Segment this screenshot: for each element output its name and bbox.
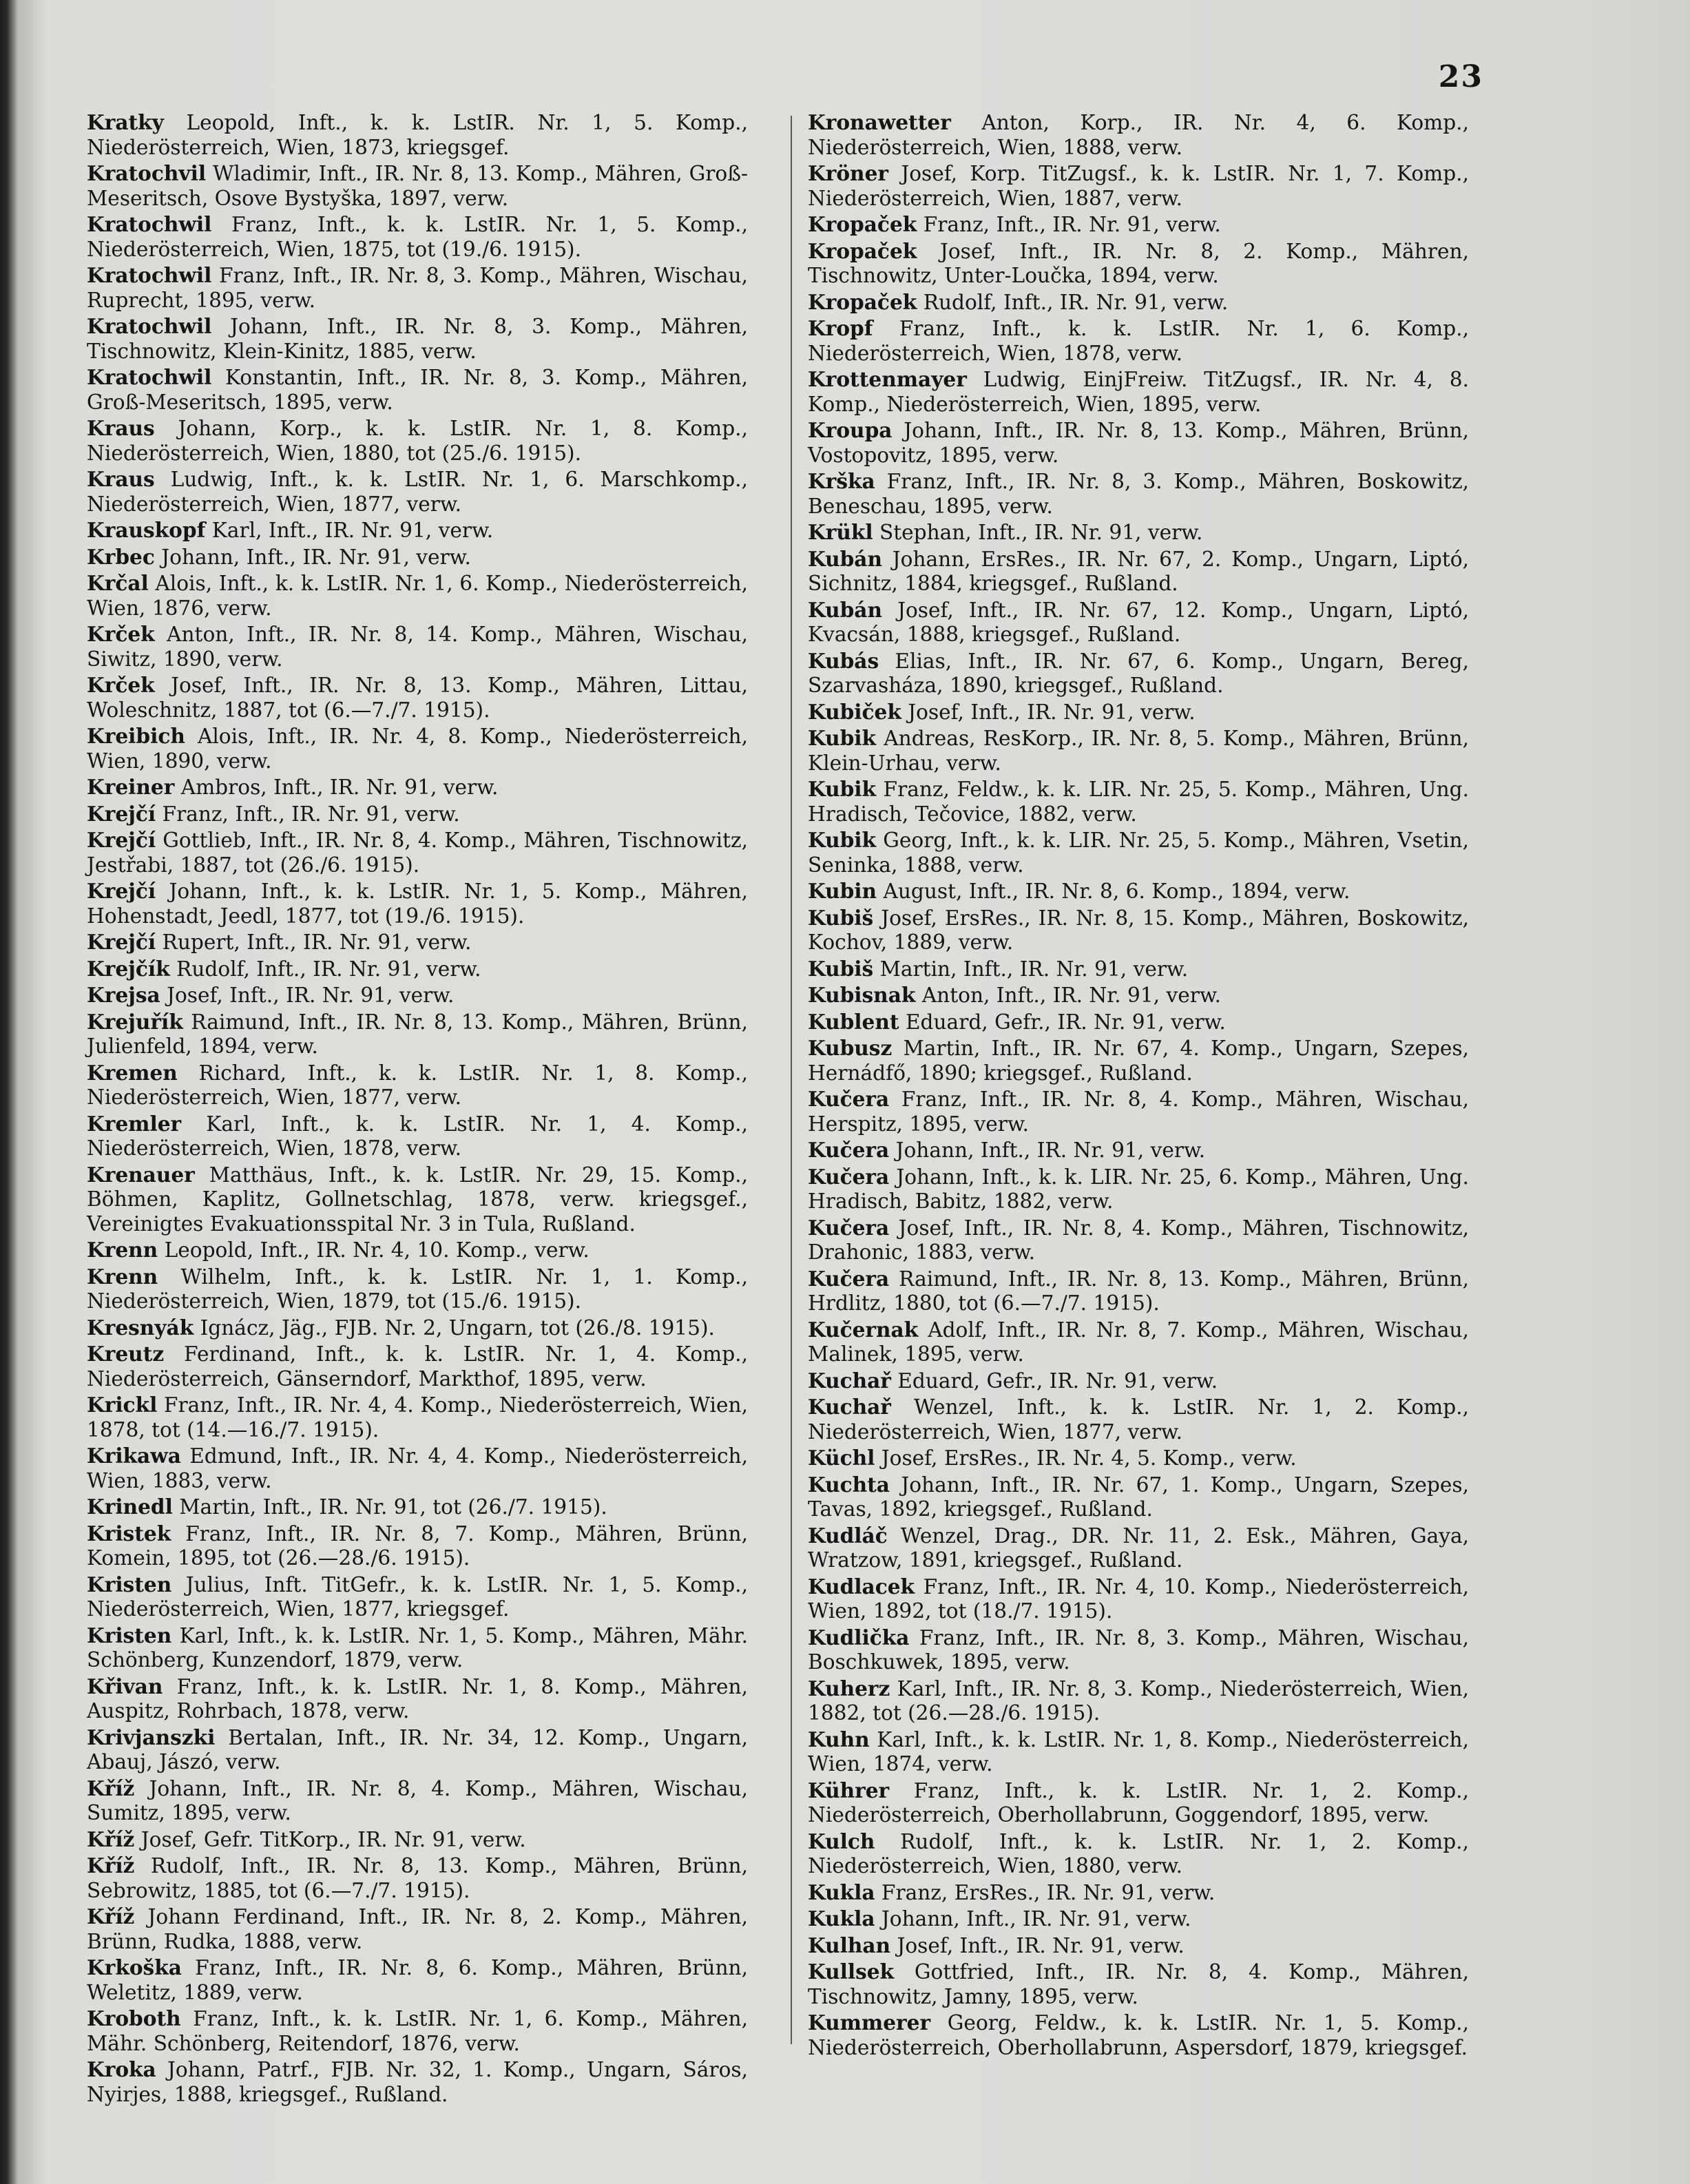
entry-text: Krbec Johann, Inft., IR. Nr. 91, verw. bbox=[87, 544, 471, 569]
casualty-entry bbox=[808, 906, 1469, 955]
entry-text: Kubán Josef, Inft., IR. Nr. 67, 12. Komp., Ungarn, Liptó, Kvacsán, 1888, kriegsgef., Rußland. bbox=[808, 597, 1469, 646]
casualty-entry bbox=[808, 212, 1469, 238]
entry-text: Kratky Leopold, Inft., k. k. LstIR. Nr. 1, 5. Komp., Niederösterreich, Wien, 1873, kriegsgef. bbox=[87, 110, 748, 159]
casualty-entry bbox=[87, 622, 748, 672]
casualty-entry bbox=[808, 879, 1469, 904]
right-column bbox=[808, 110, 1469, 2061]
entry-text: Krenauer Matthäus, Inft., k. k. LstIR. Nr. 29, 15. Komp., Böhmen, Kaplitz, Gollnetschlag, 1878, verw. kriegsgef., Vereinigtes Evakuationsspital Nr. 3 in Tula, Rußland. bbox=[87, 1162, 748, 1236]
entry-text: Krejsa Josef, Inft., IR. Nr. 91, verw. bbox=[87, 983, 455, 1007]
entry-text: Kubiček Josef, Inft., IR. Nr. 91, verw. bbox=[808, 699, 1196, 724]
casualty-entry bbox=[808, 1036, 1469, 1085]
entry-text: Kučera Johann, Inft., IR. Nr. 91, verw. bbox=[808, 1138, 1206, 1162]
casualty-entry bbox=[87, 1623, 748, 1673]
entry-text: Kropaček Franz, Inft., IR. Nr. 91, verw. bbox=[808, 212, 1221, 236]
casualty-entry bbox=[87, 1393, 748, 1442]
entry-text: Kuhn Karl, Inft., k. k. LstIR. Nr. 1, 8. Komp., Niederösterreich, Wien, 1874, verw. bbox=[808, 1727, 1469, 1776]
entry-text: Kratochwil Franz, Inft., IR. Nr. 8, 3. Komp., Mähren, Wischau, Ruprecht, 1895, verw. bbox=[87, 263, 748, 312]
casualty-entry bbox=[87, 1725, 748, 1775]
casualty-entry bbox=[808, 1676, 1469, 1726]
entry-text: Kubin August, Inft., IR. Nr. 8, 6. Komp., 1894, verw. bbox=[808, 879, 1350, 903]
entry-text: Kukla Franz, ErsRes., IR. Nr. 91, verw. bbox=[808, 1880, 1216, 1904]
entry-text: Kulch Rudolf, Inft., k. k. LstIR. Nr. 1, 2. Komp., Niederösterreich, Wien, 1880, verw. bbox=[808, 1829, 1469, 1878]
entry-text: Krček Josef, Inft., IR. Nr. 8, 13. Komp., Mähren, Littau, Woleschnitz, 1887, tot (6.—7./7. 1915). bbox=[87, 673, 748, 722]
entry-text: Kubán Johann, ErsRes., IR. Nr. 67, 2. Komp., Ungarn, Liptó, Sichnitz, 1884, kriegsgef., Rußland. bbox=[808, 546, 1469, 595]
casualty-entry bbox=[808, 1087, 1469, 1136]
casualty-entry bbox=[87, 1674, 748, 1724]
casualty-entry bbox=[87, 1521, 748, 1571]
entry-text: Kroupa Johann, Inft., IR. Nr. 8, 13. Komp., Mähren, Brünn, Vostopovitz, 1895, verw. bbox=[808, 418, 1469, 467]
casualty-entry bbox=[87, 1495, 748, 1520]
casualty-entry bbox=[808, 1574, 1469, 1624]
casualty-entry bbox=[87, 828, 748, 877]
casualty-entry bbox=[808, 469, 1469, 519]
entry-text: Krček Anton, Inft., IR. Nr. 8, 14. Komp., Mähren, Wischau, Siwitz, 1890, verw. bbox=[87, 622, 748, 671]
casualty-entry bbox=[87, 518, 748, 543]
casualty-entry bbox=[808, 1446, 1469, 1471]
casualty-entry bbox=[87, 467, 748, 517]
casualty-entry bbox=[87, 1342, 748, 1391]
casualty-entry bbox=[808, 290, 1469, 315]
entry-text: Krejčí Rupert, Inft., IR. Nr. 91, verw. bbox=[87, 930, 472, 954]
entry-text: Kubik Andreas, ResKorp., IR. Nr. 8, 5. Komp., Mähren, Brünn, Klein-Urhau, verw. bbox=[808, 726, 1469, 775]
casualty-entry bbox=[87, 673, 748, 722]
entry-text: Krkoška Franz, Inft., IR. Nr. 8, 6. Komp., Mähren, Brünn, Weletitz, 1889, verw. bbox=[87, 1955, 748, 2004]
casualty-entry bbox=[808, 983, 1469, 1008]
entry-text: Kresnyák Ignácz, Jäg., FJB. Nr. 2, Ungarn, tot (26./8. 1915). bbox=[87, 1315, 715, 1340]
casualty-entry bbox=[808, 1523, 1469, 1573]
casualty-entry bbox=[87, 930, 748, 955]
entry-text: Kreibich Alois, Inft., IR. Nr. 4, 8. Komp., Niederösterreich, Wien, 1890, verw. bbox=[87, 724, 748, 773]
entry-text: Kreutz Ferdinand, Inft., k. k. LstIR. Nr. 1, 4. Komp., Niederösterreich, Gänserndorf, Markthof, 1895, verw. bbox=[87, 1342, 748, 1391]
entry-text: Kummerer Georg, Feldw., k. k. LstIR. Nr. 1, 5. Komp., Niederösterreich, Oberhollabrunn, Aspersdorf, 1879, kriegsgef. bbox=[808, 2010, 1469, 2059]
casualty-entry bbox=[808, 1267, 1469, 1316]
casualty-entry bbox=[808, 1959, 1469, 2009]
entry-text: Kröner Josef, Korp. TitZugsf., k. k. LstIR. Nr. 1, 7. Komp., Niederösterreich, Wien, 1887, verw. bbox=[808, 161, 1469, 210]
entry-text: Krottenmayer Ludwig, EinjFreiw. TitZugsf., IR. Nr. 4, 8. Komp., Niederösterreich, Wien, 1895, verw. bbox=[808, 367, 1469, 416]
entry-text: Kraus Johann, Korp., k. k. LstIR. Nr. 1, 8. Komp., Niederösterreich, Wien, 1880, tot (25./6. 1915). bbox=[87, 416, 748, 465]
entry-text: Krejčík Rudolf, Inft., IR. Nr. 91, verw. bbox=[87, 956, 481, 981]
entry-text: Kubik Franz, Feldw., k. k. LIR. Nr. 25, 5. Komp., Mähren, Ung. Hradisch, Tečovice, 1882, verw. bbox=[808, 777, 1469, 826]
casualty-entry bbox=[808, 1906, 1469, 1932]
entry-text: Krivjanszki Bertalan, Inft., IR. Nr. 34, 12. Komp., Ungarn, Abauj, Jászó, verw. bbox=[87, 1725, 748, 1774]
entry-text: Kroka Johann, Patrf., FJB. Nr. 32, 1. Komp., Ungarn, Sáros, Nyirjes, 1888, kriegsgef., Rußland. bbox=[87, 2057, 748, 2106]
entry-text: Kremler Karl, Inft., k. k. LstIR. Nr. 1, 4. Komp., Niederösterreich, Wien, 1878, verw. bbox=[87, 1111, 748, 1160]
casualty-entry bbox=[87, 1776, 748, 1826]
casualty-entry bbox=[87, 1955, 748, 2005]
entry-text: Krejčí Gottlieb, Inft., IR. Nr. 8, 4. Komp., Mähren, Tischnowitz, Jestřabi, 1887, tot (26./6. 1915). bbox=[87, 828, 748, 877]
casualty-entry bbox=[808, 1010, 1469, 1035]
casualty-entry bbox=[808, 520, 1469, 545]
entry-text: Kratochwil Konstantin, Inft., IR. Nr. 8, 3. Komp., Mähren, Groß-Meseritsch, 1895, verw. bbox=[87, 365, 748, 414]
entry-text: Kubiš Martin, Inft., IR. Nr. 91, verw. bbox=[808, 956, 1189, 981]
casualty-entry bbox=[87, 1010, 748, 1059]
entry-text: Kudlacek Franz, Inft., IR. Nr. 4, 10. Komp., Niederösterreich, Wien, 1892, tot (18./7. 1915). bbox=[808, 1574, 1469, 1623]
entry-text: Kubusz Martin, Inft., IR. Nr. 67, 4. Komp., Ungarn, Szepes, Hernádfő, 1890; kriegsgef., Rußland. bbox=[808, 1036, 1469, 1085]
entry-text: Krejuřík Raimund, Inft., IR. Nr. 8, 13. Komp., Mähren, Brünn, Julienfeld, 1894, verw. bbox=[87, 1009, 748, 1058]
entry-text: Kristen Karl, Inft., k. k. LstIR. Nr. 1, 5. Komp., Mähren, Mähr. Schönberg, Kunzendorf, 1879, verw. bbox=[87, 1623, 748, 1672]
entry-text: Kreiner Ambros, Inft., IR. Nr. 91, verw. bbox=[87, 775, 499, 799]
entry-text: Krenn Wilhelm, Inft., k. k. LstIR. Nr. 1, 1. Komp., Niederösterreich, Wien, 1879, tot (15./6. 1915). bbox=[87, 1264, 748, 1313]
casualty-entry bbox=[808, 598, 1469, 647]
entry-text: Kříž Johann Ferdinand, Inft., IR. Nr. 8, 2. Komp., Mähren, Brünn, Rudka, 1888, verw. bbox=[87, 1904, 748, 1953]
entry-text: Kukla Johann, Inft., IR. Nr. 91, verw. bbox=[808, 1906, 1191, 1931]
entry-text: Kuchař Wenzel, Inft., k. k. LstIR. Nr. 1, 2. Komp., Niederösterreich, Wien, 1877, verw. bbox=[808, 1395, 1469, 1444]
entry-text: Kulhan Josef, Inft., IR. Nr. 91, verw. bbox=[808, 1933, 1185, 1957]
entry-text: Krčal Alois, Inft., k. k. LstIR. Nr. 1, 6. Komp., Niederösterreich, Wien, 1876, verw. bbox=[87, 571, 748, 620]
casualty-entry bbox=[87, 545, 748, 570]
entry-text: Kristen Julius, Inft. TitGefr., k. k. LstIR. Nr. 1, 5. Komp., Niederösterreich, Wien, 1877, kriegsgef. bbox=[87, 1572, 748, 1621]
entry-text: Kučera Johann, Inft., k. k. LIR. Nr. 25, 6. Komp., Mähren, Ung. Hradisch, Babitz, 1882, verw. bbox=[808, 1164, 1469, 1213]
casualty-entry bbox=[808, 1829, 1469, 1879]
casualty-entry bbox=[87, 1827, 748, 1853]
casualty-entry bbox=[808, 316, 1469, 366]
entry-text: Kraus Ludwig, Inft., k. k. LstIR. Nr. 1, 6. Marschkomp., Niederösterreich, Wien, 1877, verw. bbox=[87, 467, 748, 516]
casualty-entry bbox=[87, 1265, 748, 1314]
casualty-entry bbox=[87, 1238, 748, 1263]
casualty-entry bbox=[87, 957, 748, 982]
entry-text: Kuchař Eduard, Gefr., IR. Nr. 91, verw. bbox=[808, 1368, 1218, 1393]
entry-text: Kuherz Karl, Inft., IR. Nr. 8, 3. Komp., Niederösterreich, Wien, 1882, tot (26.—28./6. 1915). bbox=[808, 1676, 1469, 1725]
casualty-entry bbox=[808, 2010, 1469, 2060]
casualty-entry bbox=[87, 983, 748, 1008]
casualty-entry bbox=[87, 2006, 748, 2056]
entry-text: Kříž Josef, Gefr. TitKorp., IR. Nr. 91, verw. bbox=[87, 1827, 526, 1851]
casualty-entry bbox=[87, 1112, 748, 1161]
casualty-entry bbox=[808, 777, 1469, 826]
casualty-entry bbox=[808, 1727, 1469, 1777]
casualty-entry bbox=[808, 547, 1469, 596]
casualty-entry bbox=[808, 1933, 1469, 1959]
casualty-entry bbox=[808, 418, 1469, 468]
casualty-entry bbox=[808, 700, 1469, 725]
entry-text: Kratochvil Wladimir, Inft., IR. Nr. 8, 13. Komp., Mähren, Groß-Meseritsch, Osove Bystyška, 1897, verw. bbox=[87, 161, 748, 210]
entry-text: Kučera Josef, Inft., IR. Nr. 8, 4. Komp., Mähren, Tischnowitz, Drahonic, 1883, verw. bbox=[808, 1215, 1469, 1264]
casualty-entry bbox=[808, 1395, 1469, 1444]
casualty-entry bbox=[87, 1163, 748, 1237]
casualty-entry bbox=[87, 1315, 748, 1341]
casualty-entry bbox=[87, 416, 748, 466]
casualty-entry bbox=[87, 879, 748, 928]
casualty-entry bbox=[87, 110, 748, 160]
casualty-entry bbox=[87, 365, 748, 415]
entry-text: Krška Franz, Inft., IR. Nr. 8, 3. Komp., Mähren, Boskowitz, Beneschau, 1895, verw. bbox=[808, 469, 1469, 518]
casualty-entry bbox=[87, 1444, 748, 1493]
entry-text: Kudláč Wenzel, Drag., DR. Nr. 11, 2. Esk., Mähren, Gaya, Wratzow, 1891, kriegsgef., Rußland. bbox=[808, 1523, 1469, 1572]
casualty-entry bbox=[808, 1216, 1469, 1265]
entry-text: Küchl Josef, ErsRes., IR. Nr. 4, 5. Komp., verw. bbox=[808, 1446, 1297, 1470]
entry-text: Krejčí Johann, Inft., k. k. LstIR. Nr. 1, 5. Komp., Mähren, Hohenstadt, Jeedl, 1877, tot (19./6. 1915). bbox=[87, 879, 748, 928]
entry-text: Kristek Franz, Inft., IR. Nr. 8, 7. Komp., Mähren, Brünn, Komein, 1895, tot (26.—28./6. 1915). bbox=[87, 1521, 748, 1570]
casualty-entry bbox=[87, 314, 748, 364]
entry-text: Kučera Raimund, Inft., IR. Nr. 8, 13. Komp., Mähren, Brünn, Hrdlitz, 1880, tot (6.—7./7. 1915). bbox=[808, 1266, 1469, 1315]
entry-text: Krickl Franz, Inft., IR. Nr. 4, 4. Komp., Niederösterreich, Wien, 1878, tot (14.—16./7. 1915). bbox=[87, 1393, 748, 1442]
casualty-entry bbox=[808, 110, 1469, 160]
page-number: 23 bbox=[1438, 59, 1483, 94]
casualty-entry bbox=[87, 161, 748, 211]
entry-text: Kubás Elias, Inft., IR. Nr. 67, 6. Komp., Ungarn, Bereg, Szarvasháza, 1890, kriegsgef., Rußland. bbox=[808, 648, 1469, 697]
entry-text: Krenn Leopold, Inft., IR. Nr. 4, 10. Komp., verw. bbox=[87, 1238, 590, 1262]
entry-text: Kroboth Franz, Inft., k. k. LstIR. Nr. 1, 6. Komp., Mähren, Mähr. Schönberg, Reitendorf, 1876, verw. bbox=[87, 2006, 748, 2055]
casualty-entry bbox=[808, 649, 1469, 698]
entry-text: Kučernak Adolf, Inft., IR. Nr. 8, 7. Komp., Mähren, Wischau, Malinek, 1895, verw. bbox=[808, 1317, 1469, 1366]
casualty-entry bbox=[87, 724, 748, 773]
entry-text: Kratochwil Franz, Inft., k. k. LstIR. Nr. 1, 5. Komp., Niederösterreich, Wien, 1875, tot (19./6. 1915). bbox=[87, 212, 748, 261]
entry-text: Kropaček Rudolf, Inft., IR. Nr. 91, verw. bbox=[808, 289, 1229, 314]
entry-text: Kronawetter Anton, Korp., IR. Nr. 4, 6. Komp., Niederösterreich, Wien, 1888, verw. bbox=[808, 110, 1469, 159]
entry-text: Kubik Georg, Inft., k. k. LIR. Nr. 25, 5. Komp., Mähren, Vsetin, Seninka, 1888, verw. bbox=[808, 828, 1469, 877]
casualty-entry bbox=[808, 1880, 1469, 1906]
casualty-entry bbox=[808, 1369, 1469, 1394]
casualty-entry bbox=[808, 367, 1469, 417]
casualty-entry bbox=[87, 2057, 748, 2107]
casualty-entry bbox=[87, 212, 748, 262]
entry-text: Krejčí Franz, Inft., IR. Nr. 91, verw. bbox=[87, 801, 460, 826]
entry-text: Kříž Rudolf, Inft., IR. Nr. 8, 13. Komp., Mähren, Brünn, Sebrowitz, 1885, tot (6.—7./7. 1915). bbox=[87, 1853, 748, 1902]
entry-text: Kropf Franz, Inft., k. k. LstIR. Nr. 1, 6. Komp., Niederösterreich, Wien, 1878, verw. bbox=[808, 316, 1469, 365]
entry-text: Kropaček Josef, Inft., IR. Nr. 8, 2. Komp., Mähren, Tischnowitz, Unter-Loučka, 1894, verw. bbox=[808, 238, 1469, 287]
entry-text: Krükl Stephan, Inft., IR. Nr. 91, verw. bbox=[808, 520, 1203, 544]
entry-text: Kubiš Josef, ErsRes., IR. Nr. 8, 15. Komp., Mähren, Boskowitz, Kochov, 1889, verw. bbox=[808, 905, 1469, 954]
entry-text: Kubisnak Anton, Inft., IR. Nr. 91, verw. bbox=[808, 983, 1222, 1007]
entry-text: Kührer Franz, Inft., k. k. LstIR. Nr. 1, 2. Komp., Niederösterreich, Oberhollabrunn, Goggendorf, 1895, verw. bbox=[808, 1778, 1469, 1827]
casualty-entry bbox=[808, 1165, 1469, 1214]
entry-text: Krauskopf Karl, Inft., IR. Nr. 91, verw. bbox=[87, 518, 494, 542]
entry-text: Kullsek Gottfried, Inft., IR. Nr. 8, 4. Komp., Mähren, Tischnowitz, Jamny, 1895, verw. bbox=[808, 1959, 1469, 2008]
entry-text: Kremen Richard, Inft., k. k. LstIR. Nr. 1, 8. Komp., Niederösterreich, Wien, 1877, verw. bbox=[87, 1060, 748, 1109]
left-column bbox=[87, 110, 748, 2108]
casualty-entry bbox=[808, 726, 1469, 776]
casualty-entry bbox=[808, 1778, 1469, 1828]
entry-text: Kratochwil Johann, Inft., IR. Nr. 8, 3. Komp., Mähren, Tischnowitz, Klein-Kinitz, 1885, verw. bbox=[87, 314, 748, 363]
column-divider bbox=[791, 116, 792, 2044]
casualty-entry bbox=[87, 1853, 748, 1903]
casualty-entry bbox=[87, 1904, 748, 1954]
casualty-entry bbox=[808, 828, 1469, 877]
casualty-entry bbox=[808, 161, 1469, 211]
casualty-entry bbox=[808, 239, 1469, 289]
entry-text: Krinedl Martin, Inft., IR. Nr. 91, tot (26./7. 1915). bbox=[87, 1495, 607, 1519]
entry-text: Kuchta Johann, Inft., IR. Nr. 67, 1. Komp., Ungarn, Szepes, Tavas, 1892, kriegsgef., Rußland. bbox=[808, 1472, 1469, 1521]
casualty-entry bbox=[808, 957, 1469, 982]
entry-text: Krikawa Edmund, Inft., IR. Nr. 4, 4. Komp., Niederösterreich, Wien, 1883, verw. bbox=[87, 1444, 748, 1493]
casualty-entry bbox=[87, 1572, 748, 1622]
casualty-entry bbox=[87, 802, 748, 827]
casualty-entry bbox=[808, 1625, 1469, 1675]
casualty-entry bbox=[87, 263, 748, 313]
casualty-entry bbox=[87, 1061, 748, 1110]
casualty-entry bbox=[808, 1318, 1469, 1367]
casualty-entry bbox=[87, 775, 748, 800]
casualty-entry bbox=[808, 1473, 1469, 1522]
casualty-entry bbox=[87, 571, 748, 621]
entry-text: Kučera Franz, Inft., IR. Nr. 8, 4. Komp., Mähren, Wischau, Herspitz, 1895, verw. bbox=[808, 1087, 1469, 1136]
casualty-entry bbox=[808, 1138, 1469, 1163]
entry-text: Křivan Franz, Inft., k. k. LstIR. Nr. 1, 8. Komp., Mähren, Auspitz, Rohrbach, 1878, verw. bbox=[87, 1674, 748, 1723]
entry-text: Kříž Johann, Inft., IR. Nr. 8, 4. Komp., Mähren, Wischau, Sumitz, 1895, verw. bbox=[87, 1776, 748, 1824]
entry-text: Kudlička Franz, Inft., IR. Nr. 8, 3. Komp., Mähren, Wischau, Boschkuwek, 1895, verw. bbox=[808, 1625, 1469, 1674]
entry-text: Kublent Eduard, Gefr., IR. Nr. 91, verw. bbox=[808, 1009, 1226, 1034]
